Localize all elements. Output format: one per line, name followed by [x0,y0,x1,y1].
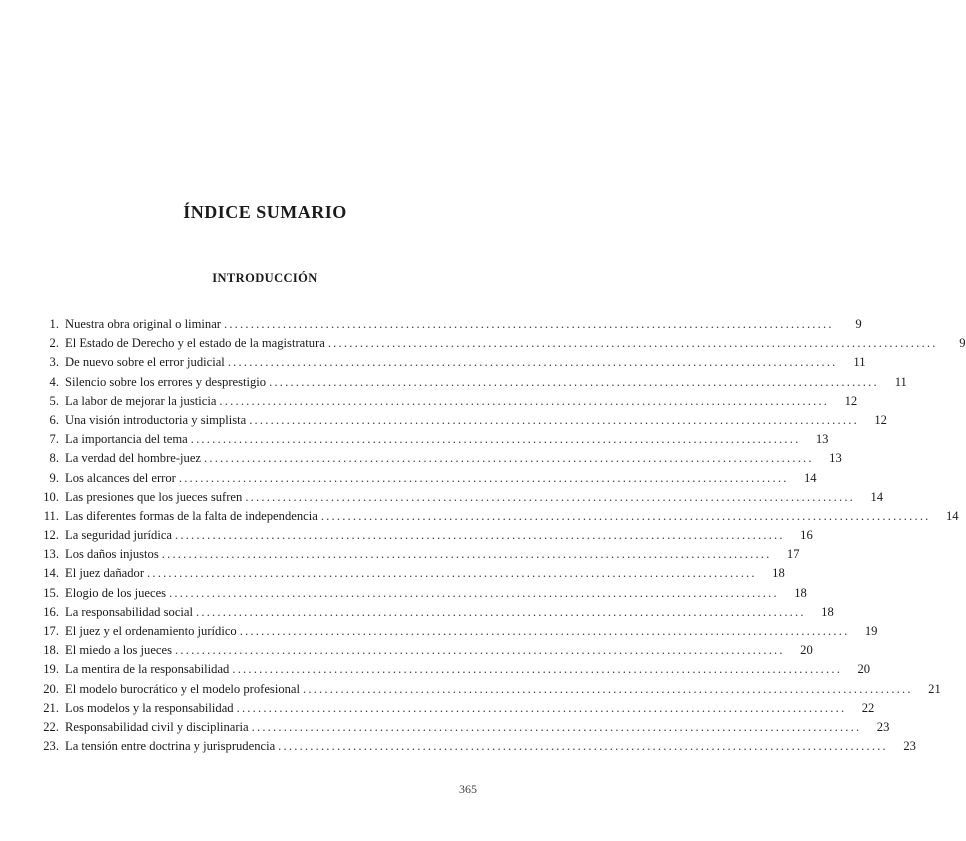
entry-number: 5. [49,393,59,408]
toc-entry [33,660,871,679]
entry-number: 14. [43,566,59,581]
toc-entry [33,699,875,718]
entry-number: 1. [49,317,59,331]
toc-entry [33,392,858,411]
entry-label: Elogio de los jueces [65,585,167,600]
dot-leader [321,507,931,526]
dot-leader [147,564,757,583]
entry-page: 22 [861,700,875,715]
toc-entry [33,353,866,372]
entry-number: 4. [49,374,59,389]
page-number: 365 [459,782,477,796]
entry-page: 23 [876,719,890,734]
entry-number: 16. [43,604,59,619]
entry-label: Las diferentes formas de la falta de independencia [65,508,318,523]
dot-leader [328,334,938,353]
dot-leader [245,488,855,507]
dot-leader [232,660,842,679]
entry-page: 23 [903,739,916,754]
entry-number: 9. [49,470,59,485]
toc-entry [33,641,813,660]
entry-page: 14 [945,508,959,523]
toc-entry [33,526,813,545]
entry-page: 9 [855,317,862,331]
entry-label: El miedo a los jueces [65,643,173,658]
entry-label: La verdad del hombre-juez [65,451,202,466]
entry-label: La tensión entre doctrina y jurisprudencia [65,739,276,754]
toc-entry [33,411,887,430]
dot-leader [196,603,806,622]
entry-number: 22. [43,719,59,734]
entry-label: Las presiones que los jueces sufren [65,489,243,504]
entry-label: De nuevo sobre el error judicial [65,355,225,370]
entry-page: 9 [959,336,966,351]
dot-leader [303,680,913,699]
dot-leader [240,622,850,641]
toc-entry [33,469,817,488]
entry-label: El juez dañador [65,566,145,581]
entry-page: 21 [928,681,941,696]
toc-entry [33,449,842,468]
toc-entry [33,507,959,526]
toc-entry [33,373,907,392]
entry-page: 20 [857,662,871,677]
entry-number: 15. [43,585,59,600]
dot-leader [175,641,785,660]
entry-label: La mentira de la responsabilidad [65,662,230,677]
dot-leader [169,584,779,603]
entry-page: 11 [894,374,907,389]
entry-page: 19 [864,624,878,638]
toc-entry [33,737,916,756]
entry-number: 18. [43,643,59,658]
entry-label: La responsabilidad social [65,604,193,619]
entry-number: 3. [49,355,59,370]
toc-entry [33,334,966,353]
entry-page: 18 [821,604,834,619]
entry-number: 11. [43,508,59,523]
entry-page: 13 [829,451,842,466]
entry-label: El modelo burocrático y el modelo profesional [65,681,301,696]
entry-page: 12 [874,412,887,427]
entry-number: 13. [43,547,59,562]
dot-leader [179,469,789,488]
toc-entry [33,680,941,699]
toc-entry [33,622,878,641]
toc-entry [33,545,800,564]
entry-label: El juez y el ordenamiento jurídico [65,624,237,638]
entry-page: 12 [844,393,858,408]
entry-label: Los alcances del error [65,470,176,485]
entry-page: 14 [870,489,884,504]
toc-entry [33,564,785,583]
section-heading: INTRODUCCIÓN [212,271,318,285]
entry-number: 12. [43,528,59,543]
entry-number: 20. [43,681,59,696]
dot-leader [191,430,801,449]
dot-leader [219,392,829,411]
toc-entry [33,315,862,334]
page-title: ÍNDICE SUMARIO [183,202,347,222]
entry-label: El Estado de Derecho y el estado de la magistratura [65,336,325,351]
entry-number: 7. [49,432,59,447]
dot-leader [237,699,847,718]
entry-label: Silencio sobre los errores y desprestigio [65,374,267,389]
toc-entry [33,603,834,622]
entry-number: 19. [43,662,59,677]
toc-entry [33,430,829,449]
entry-label: La seguridad jurídica [65,528,173,543]
entry-number: 21. [43,700,59,715]
toc-entry [33,584,807,603]
dot-leader [249,411,859,430]
dot-leader [204,449,814,468]
entry-number: 2. [49,336,59,351]
entry-page: 13 [815,432,829,447]
entry-page: 20 [800,643,813,658]
dot-leader [228,353,838,372]
entry-page: 14 [803,470,817,485]
dot-leader [175,526,785,545]
entry-page: 11 [853,355,866,370]
entry-number: 10. [43,489,59,504]
entry-page: 18 [794,585,807,600]
entry-page: 18 [772,566,785,581]
table-of-contents [33,315,966,756]
entry-label: La labor de mejorar la justicia [65,393,217,408]
entry-number: 8. [49,451,59,466]
dot-leader [224,315,834,334]
entry-number: 23. [43,739,59,754]
entry-label: La importancia del tema [65,432,188,447]
toc-entry [33,718,890,737]
dot-leader [278,737,888,756]
dot-leader [252,718,862,737]
entry-page: 16 [800,528,813,543]
entry-page: 17 [786,547,800,562]
entry-label: Los daños injustos [65,547,159,562]
entry-label: Responsabilidad civil y disciplinaria [65,719,249,734]
entry-label: Los modelos y la responsabilidad [65,700,234,715]
dot-leader [269,373,879,392]
entry-label: Nuestra obra original o liminar [65,317,221,331]
toc-entry [33,488,884,507]
entry-label: Una visión introductoria y simplista [65,412,247,427]
entry-number: 6. [49,412,59,427]
dot-leader [162,545,772,564]
entry-number: 17. [43,624,59,638]
